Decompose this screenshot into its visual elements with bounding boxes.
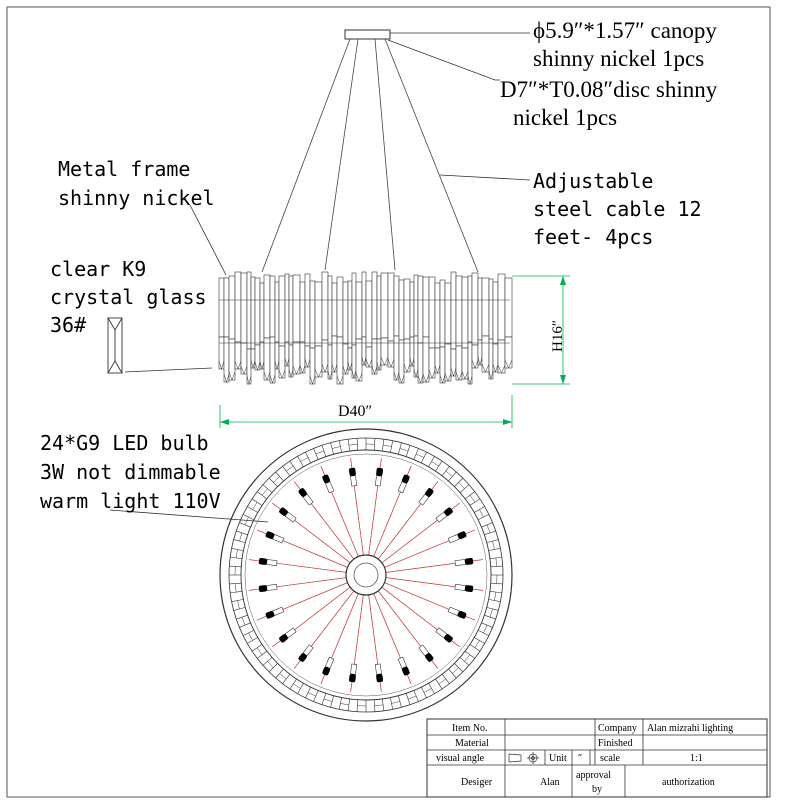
led-bulb xyxy=(455,558,474,567)
crystal-prism xyxy=(394,276,399,336)
led-bulb xyxy=(259,584,278,593)
crystal-prism xyxy=(310,281,315,348)
led-bulb xyxy=(448,606,467,619)
crystal-note-line3: 36# xyxy=(50,313,87,337)
crystal-prism xyxy=(300,282,305,342)
crystal-prism xyxy=(279,346,285,378)
crystal-prism xyxy=(414,275,418,336)
cable-note-line2: steel cable 12 xyxy=(533,197,702,221)
cable-note-line3: feet- 4pcs xyxy=(533,225,654,249)
crystal-prism xyxy=(356,282,362,339)
approval-label: approval xyxy=(576,770,611,781)
led-bulb xyxy=(322,474,335,493)
crystal-prism xyxy=(456,276,462,346)
crystal-prism xyxy=(315,346,322,377)
crystal-prism xyxy=(241,343,247,374)
crystal-prism xyxy=(279,276,285,346)
height-label: H16″ xyxy=(550,319,566,352)
crystal-prism xyxy=(381,338,388,365)
crystal-prism xyxy=(472,273,478,345)
crystal-prism xyxy=(451,272,456,349)
crystal-prism xyxy=(423,337,429,382)
crystal-prism xyxy=(255,345,260,370)
crystal-prism xyxy=(343,344,348,374)
crystal-prism xyxy=(322,272,328,340)
designer-label: Desiger xyxy=(461,777,493,788)
crystal-prism xyxy=(377,276,381,339)
led-bulb xyxy=(349,664,358,683)
canopy-note-line1: ϕ5.9″*1.57″ canopy xyxy=(533,18,717,43)
crystal-prism xyxy=(404,279,410,339)
led-bulb xyxy=(435,627,453,643)
crystal-prism xyxy=(315,282,322,346)
crystal-band xyxy=(219,272,512,384)
crystal-prism xyxy=(472,345,478,368)
led-bulb xyxy=(397,657,410,676)
led-bulb xyxy=(418,644,434,662)
disc-note xyxy=(500,77,718,130)
crystal-prism xyxy=(235,342,241,369)
crystal-prism xyxy=(251,277,255,349)
crystal-prism xyxy=(366,281,372,347)
crystal-prism xyxy=(289,276,293,345)
company-label: Company xyxy=(598,723,637,734)
crystal-prism xyxy=(388,341,394,367)
led-bulb xyxy=(349,468,358,487)
crystal-prism xyxy=(498,274,505,340)
crystal-prism xyxy=(468,276,472,342)
crystal-prism xyxy=(493,344,498,372)
crystal-prism xyxy=(498,340,505,373)
led-bulb xyxy=(435,507,453,523)
crystal-prism xyxy=(399,340,404,383)
crystal-prism xyxy=(478,278,482,340)
crystal-prism xyxy=(478,340,482,365)
led-bulb xyxy=(298,644,314,662)
led-bulb xyxy=(397,474,410,493)
canopy xyxy=(345,30,390,39)
crystal-prism xyxy=(362,337,366,365)
crystal-prism xyxy=(229,276,235,339)
crystal-prism xyxy=(352,273,356,345)
led-bulb xyxy=(265,531,284,544)
crystal-prism xyxy=(260,342,264,369)
bulb-note-line2: 3W not dimmable xyxy=(40,460,221,484)
finished-label: Finished xyxy=(598,738,633,749)
canopy-note xyxy=(533,18,717,71)
crystal-prism xyxy=(493,282,498,344)
crystal-prism xyxy=(429,348,435,378)
crystal-prism xyxy=(451,349,456,376)
crystal-prism xyxy=(505,278,512,337)
crystal-prism xyxy=(445,283,451,344)
visual-angle-label: visual angle xyxy=(436,753,485,764)
frame-note-line1: Metal frame xyxy=(58,157,191,181)
led-bulb xyxy=(375,468,384,487)
top-view xyxy=(220,429,512,721)
crystal-prism xyxy=(362,272,366,337)
approval-by-label: by xyxy=(592,784,602,795)
crystal-prism xyxy=(372,272,377,339)
bulb-note-line3: warm light 110V xyxy=(40,489,221,513)
crystal-note xyxy=(50,257,207,337)
led-bulb xyxy=(278,627,296,643)
crystal-prism xyxy=(410,337,414,366)
crystal-prism xyxy=(462,348,468,379)
crystal-glass-icon xyxy=(108,318,122,373)
bulb-note xyxy=(40,431,221,513)
crystal-prism xyxy=(300,342,305,373)
led-bulb xyxy=(448,531,467,544)
crystal-prism xyxy=(260,283,264,342)
crystal-prism xyxy=(489,279,493,339)
item-no-label: Item No. xyxy=(452,723,488,734)
crystal-prism xyxy=(241,273,247,343)
crystal-prism xyxy=(270,337,275,383)
crystal-prism xyxy=(388,273,394,341)
crystal-prism xyxy=(348,281,352,348)
crystal-prism xyxy=(293,275,300,342)
crystal-prism xyxy=(322,340,328,372)
crystal-note-line1: clear K9 xyxy=(50,257,147,281)
crystal-prism xyxy=(435,348,440,373)
crystal-note-line2: crystal glass xyxy=(50,285,207,309)
crystal-prism xyxy=(435,283,440,348)
crystal-prism xyxy=(305,274,310,346)
crystal-prism xyxy=(264,275,270,338)
crystal-prism xyxy=(270,276,275,337)
led-bulb xyxy=(265,606,284,619)
led-bulb xyxy=(375,664,384,683)
crystal-prism xyxy=(337,277,343,337)
crystal-prism xyxy=(219,278,224,337)
led-bulb xyxy=(278,507,296,523)
crystal-prism xyxy=(224,337,229,382)
crystal-prism xyxy=(343,282,348,344)
title-block xyxy=(427,719,767,797)
crystal-prism xyxy=(247,272,251,349)
crystal-prism xyxy=(332,283,337,336)
crystal-prism xyxy=(482,278,489,336)
led-bulb xyxy=(455,584,474,593)
crystal-prism xyxy=(410,282,414,337)
crystal-prism xyxy=(440,280,445,347)
frame-note-line2: shinny nickel xyxy=(58,186,215,210)
crystal-prism xyxy=(399,280,404,340)
crystal-prism xyxy=(293,342,300,374)
unit-value: ″ xyxy=(578,753,583,764)
led-bulb xyxy=(322,657,335,676)
crystal-prism xyxy=(255,278,260,345)
scale-value: 1:1 xyxy=(690,753,703,764)
frame-note xyxy=(58,157,215,210)
crystal-prism xyxy=(305,346,310,367)
led-bulb xyxy=(259,558,278,567)
crystal-prism xyxy=(505,337,512,368)
unit-label: Unit xyxy=(549,753,567,764)
authorization-label: authorization xyxy=(662,777,715,788)
crystal-prism xyxy=(418,276,423,343)
crystal-prism xyxy=(328,276,332,345)
crystal-prism xyxy=(394,336,399,380)
crystal-prism xyxy=(366,347,372,367)
crystal-prism xyxy=(429,277,435,348)
crystal-prism xyxy=(235,272,241,342)
crystal-prism xyxy=(423,277,429,337)
crystal-prism xyxy=(285,342,289,366)
material-label: Material xyxy=(455,738,489,749)
disc-note-line2: nickel 1pcs xyxy=(513,105,618,130)
steel-cables xyxy=(262,39,478,272)
disc-note-line1: D7″*T0.08″disc shinny xyxy=(500,77,718,102)
diameter-label: D40″ xyxy=(338,403,373,420)
bulb-note-line1: 24*G9 LED bulb xyxy=(40,431,209,455)
designer-value: Alan xyxy=(540,777,560,788)
led-bulb xyxy=(298,487,314,505)
crystal-prism xyxy=(285,274,289,342)
crystal-prism xyxy=(251,349,255,368)
crystal-prism xyxy=(224,278,229,337)
scale-label: scale xyxy=(600,753,620,764)
cable-note xyxy=(533,169,702,249)
cable-note-line1: Adjustable xyxy=(533,169,654,193)
crystal-prism xyxy=(337,337,343,384)
canopy-note-line2: shinny nickel 1pcs xyxy=(533,46,705,71)
crystal-prism xyxy=(348,348,352,370)
crystal-prism xyxy=(275,342,279,369)
company-value: Alan mizrahi lighting xyxy=(647,723,734,734)
crystal-prism xyxy=(462,277,468,348)
drawing-border xyxy=(7,7,770,797)
center-hub xyxy=(346,555,386,595)
crystal-prism xyxy=(275,282,279,342)
led-bulb xyxy=(418,487,434,505)
crystal-prism xyxy=(381,273,388,338)
